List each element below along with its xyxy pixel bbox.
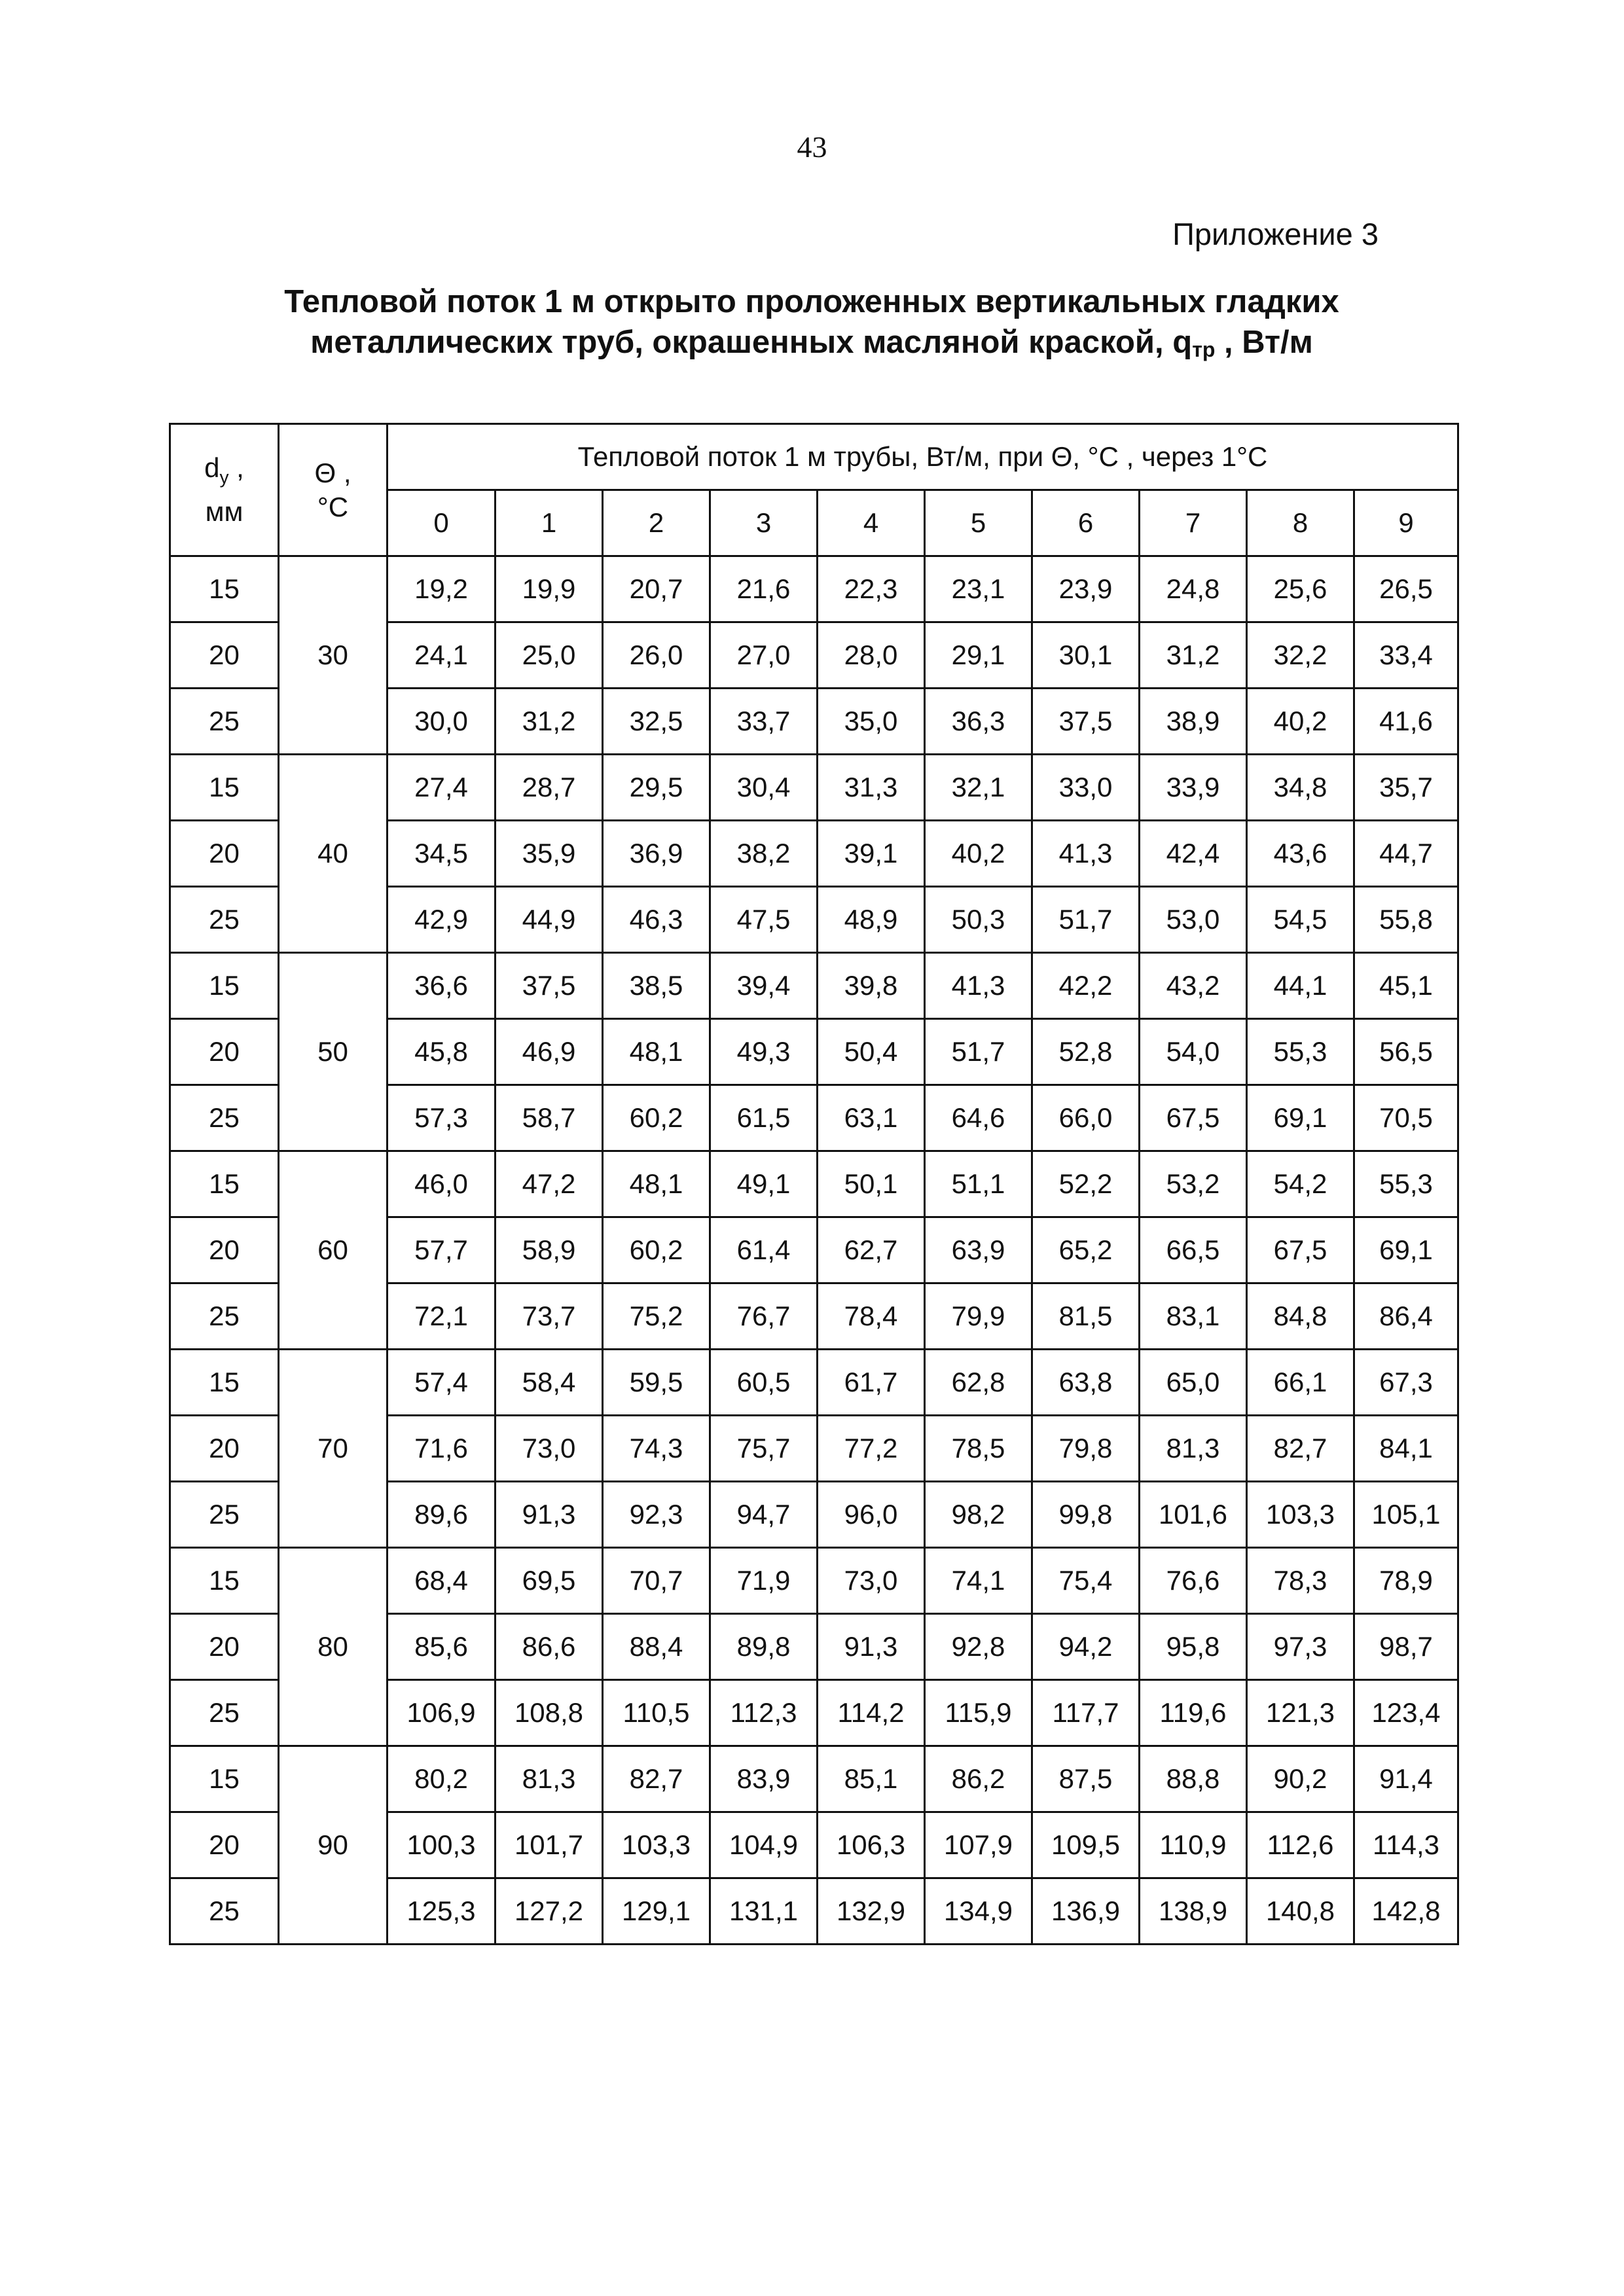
value-cell: 71,9 — [710, 1548, 818, 1614]
value-cell: 34,8 — [1247, 755, 1354, 821]
table-row — [170, 1151, 1458, 1217]
value-cell: 77,2 — [818, 1416, 925, 1482]
value-cell: 36,6 — [388, 953, 496, 1019]
value-cell: 94,2 — [1032, 1614, 1140, 1680]
value-cell: 78,4 — [818, 1283, 925, 1350]
value-cell: 97,3 — [1247, 1614, 1354, 1680]
value-cell: 28,0 — [818, 622, 925, 689]
value-cell: 31,3 — [818, 755, 925, 821]
value-cell: 121,3 — [1247, 1680, 1354, 1746]
value-cell: 61,4 — [710, 1217, 818, 1283]
value-cell: 73,7 — [496, 1283, 603, 1350]
title-subscript: тр — [1192, 338, 1216, 361]
dy-cell: 15 — [170, 1350, 279, 1416]
value-cell: 53,0 — [1140, 887, 1247, 953]
value-cell: 62,8 — [925, 1350, 1032, 1416]
value-cell: 99,8 — [1032, 1482, 1140, 1548]
value-cell: 123,4 — [1354, 1680, 1458, 1746]
value-cell: 110,9 — [1140, 1812, 1247, 1878]
value-cell: 91,4 — [1354, 1746, 1458, 1812]
value-cell: 84,8 — [1247, 1283, 1354, 1350]
value-cell: 23,1 — [925, 556, 1032, 622]
value-cell: 55,3 — [1354, 1151, 1458, 1217]
value-cell: 51,1 — [925, 1151, 1032, 1217]
value-cell: 91,3 — [496, 1482, 603, 1548]
table-row — [170, 1548, 1458, 1614]
value-cell: 39,4 — [710, 953, 818, 1019]
value-cell: 88,4 — [603, 1614, 710, 1680]
value-cell: 63,9 — [925, 1217, 1032, 1283]
value-cell: 19,2 — [388, 556, 496, 622]
value-cell: 101,6 — [1140, 1482, 1247, 1548]
table-row — [170, 755, 1458, 821]
value-cell: 104,9 — [710, 1812, 818, 1878]
value-cell: 65,0 — [1140, 1350, 1247, 1416]
value-cell: 26,0 — [603, 622, 710, 689]
value-cell: 112,6 — [1247, 1812, 1354, 1878]
column-header: 5 — [925, 490, 1032, 556]
value-cell: 78,3 — [1247, 1548, 1354, 1614]
value-cell: 91,3 — [818, 1614, 925, 1680]
value-cell: 21,6 — [710, 556, 818, 622]
value-cell: 86,4 — [1354, 1283, 1458, 1350]
value-cell: 110,5 — [603, 1680, 710, 1746]
value-cell: 69,5 — [496, 1548, 603, 1614]
title-line-1: Тепловой поток 1 м открыто проложенных вертикальных гладких — [284, 284, 1339, 319]
value-cell: 79,9 — [925, 1283, 1032, 1350]
value-cell: 67,5 — [1247, 1217, 1354, 1283]
value-cell: 69,1 — [1247, 1085, 1354, 1151]
theta-unit: °C — [317, 491, 349, 522]
value-cell: 70,5 — [1354, 1085, 1458, 1151]
value-cell: 127,2 — [496, 1878, 603, 1945]
value-cell: 38,2 — [710, 821, 818, 887]
dy-cell: 25 — [170, 1878, 279, 1945]
value-cell: 35,9 — [496, 821, 603, 887]
dy-cell: 15 — [170, 556, 279, 622]
dy-cell: 15 — [170, 1746, 279, 1812]
dy-cell: 25 — [170, 689, 279, 755]
value-cell: 31,2 — [1140, 622, 1247, 689]
dy-cell: 25 — [170, 1680, 279, 1746]
value-cell: 79,8 — [1032, 1416, 1140, 1482]
value-cell: 78,9 — [1354, 1548, 1458, 1614]
value-cell: 23,9 — [1032, 556, 1140, 622]
value-cell: 98,2 — [925, 1482, 1032, 1548]
dy-cell: 20 — [170, 1217, 279, 1283]
value-cell: 50,4 — [818, 1019, 925, 1085]
value-cell: 34,5 — [388, 821, 496, 887]
value-cell: 92,8 — [925, 1614, 1032, 1680]
value-cell: 40,2 — [925, 821, 1032, 887]
value-cell: 129,1 — [603, 1878, 710, 1945]
table-row — [170, 1746, 1458, 1812]
value-cell: 59,5 — [603, 1350, 710, 1416]
column-header: 8 — [1247, 490, 1354, 556]
dy-header — [170, 424, 279, 556]
theta-cell: 60 — [279, 1151, 388, 1350]
value-cell: 46,3 — [603, 887, 710, 953]
value-cell: 103,3 — [603, 1812, 710, 1878]
dy-cell: 25 — [170, 1283, 279, 1350]
appendix-label: Приложение 3 — [1172, 217, 1379, 251]
value-cell: 20,7 — [603, 556, 710, 622]
dy-cell: 25 — [170, 887, 279, 953]
value-cell: 51,7 — [925, 1019, 1032, 1085]
value-cell: 66,0 — [1032, 1085, 1140, 1151]
value-cell: 92,3 — [603, 1482, 710, 1548]
value-cell: 44,9 — [496, 887, 603, 953]
value-cell: 54,0 — [1140, 1019, 1247, 1085]
value-cell: 41,3 — [1032, 821, 1140, 887]
value-cell: 36,3 — [925, 689, 1032, 755]
value-cell: 89,6 — [388, 1482, 496, 1548]
value-cell: 33,4 — [1354, 622, 1458, 689]
dy-cell: 20 — [170, 1416, 279, 1482]
value-cell: 107,9 — [925, 1812, 1032, 1878]
value-cell: 65,2 — [1032, 1217, 1140, 1283]
value-cell: 75,7 — [710, 1416, 818, 1482]
value-cell: 32,2 — [1247, 622, 1354, 689]
value-cell: 24,8 — [1140, 556, 1247, 622]
column-header: 4 — [818, 490, 925, 556]
value-cell: 75,4 — [1032, 1548, 1140, 1614]
value-cell: 94,7 — [710, 1482, 818, 1548]
value-cell: 63,8 — [1032, 1350, 1140, 1416]
theta-cell: 90 — [279, 1746, 388, 1945]
value-cell: 87,5 — [1032, 1746, 1140, 1812]
value-cell: 98,7 — [1354, 1614, 1458, 1680]
value-cell: 90,2 — [1247, 1746, 1354, 1812]
value-cell: 80,2 — [388, 1746, 496, 1812]
value-cell: 43,2 — [1140, 953, 1247, 1019]
value-cell: 30,4 — [710, 755, 818, 821]
value-cell: 81,3 — [496, 1746, 603, 1812]
value-cell: 83,9 — [710, 1746, 818, 1812]
heat-flow-group-header: Тепловой поток 1 м трубы, Вт/м, при Θ, °С , через 1°С — [388, 424, 1458, 490]
value-cell: 33,9 — [1140, 755, 1247, 821]
value-cell: 60,2 — [603, 1085, 710, 1151]
value-cell: 37,5 — [1032, 689, 1140, 755]
value-cell: 78,5 — [925, 1416, 1032, 1482]
value-cell: 57,3 — [388, 1085, 496, 1151]
value-cell: 61,5 — [710, 1085, 818, 1151]
theta-header — [279, 424, 388, 556]
value-cell: 106,3 — [818, 1812, 925, 1878]
value-cell: 140,8 — [1247, 1878, 1354, 1945]
value-cell: 72,1 — [388, 1283, 496, 1350]
value-cell: 58,9 — [496, 1217, 603, 1283]
value-cell: 103,3 — [1247, 1482, 1354, 1548]
value-cell: 24,1 — [388, 622, 496, 689]
value-cell: 57,7 — [388, 1217, 496, 1283]
theta-cell: 30 — [279, 556, 388, 755]
value-cell: 32,1 — [925, 755, 1032, 821]
dy-cell: 25 — [170, 1085, 279, 1151]
value-cell: 35,7 — [1354, 755, 1458, 821]
value-cell: 31,2 — [496, 689, 603, 755]
dy-cell: 15 — [170, 953, 279, 1019]
value-cell: 119,6 — [1140, 1680, 1247, 1746]
value-cell: 75,2 — [603, 1283, 710, 1350]
value-cell: 19,9 — [496, 556, 603, 622]
value-cell: 36,9 — [603, 821, 710, 887]
value-cell: 95,8 — [1140, 1614, 1247, 1680]
value-cell: 81,3 — [1140, 1416, 1247, 1482]
value-cell: 37,5 — [496, 953, 603, 1019]
value-cell: 89,8 — [710, 1614, 818, 1680]
value-cell: 131,1 — [710, 1878, 818, 1945]
dy-label: d — [204, 452, 220, 484]
value-cell: 47,2 — [496, 1151, 603, 1217]
column-header: 1 — [496, 490, 603, 556]
value-cell: 32,5 — [603, 689, 710, 755]
value-cell: 39,8 — [818, 953, 925, 1019]
value-cell: 83,1 — [1140, 1283, 1247, 1350]
value-cell: 25,6 — [1247, 556, 1354, 622]
column-header: 6 — [1032, 490, 1140, 556]
title-line-2-unit: , Вт/м — [1215, 325, 1313, 360]
value-cell: 33,0 — [1032, 755, 1140, 821]
dy-cell: 20 — [170, 622, 279, 689]
value-cell: 136,9 — [1032, 1878, 1140, 1945]
title-line-2 — [249, 322, 1375, 370]
dy-cell: 20 — [170, 1614, 279, 1680]
value-cell: 114,3 — [1354, 1812, 1458, 1878]
theta-label: Θ , — [314, 457, 352, 488]
value-cell: 60,2 — [603, 1217, 710, 1283]
value-cell: 105,1 — [1354, 1482, 1458, 1548]
value-cell: 63,1 — [818, 1085, 925, 1151]
value-cell: 29,5 — [603, 755, 710, 821]
dy-cell: 20 — [170, 1019, 279, 1085]
value-cell: 27,0 — [710, 622, 818, 689]
column-header: 2 — [603, 490, 710, 556]
value-cell: 40,2 — [1247, 689, 1354, 755]
dy-cell: 20 — [170, 821, 279, 887]
value-cell: 38,9 — [1140, 689, 1247, 755]
value-cell: 61,7 — [818, 1350, 925, 1416]
value-cell: 106,9 — [388, 1680, 496, 1746]
value-cell: 112,3 — [710, 1680, 818, 1746]
value-cell: 52,2 — [1032, 1151, 1140, 1217]
value-cell: 76,7 — [710, 1283, 818, 1350]
dy-cell: 15 — [170, 755, 279, 821]
value-cell: 66,1 — [1247, 1350, 1354, 1416]
column-header: 9 — [1354, 490, 1458, 556]
value-cell: 134,9 — [925, 1878, 1032, 1945]
value-cell: 115,9 — [925, 1680, 1032, 1746]
value-cell: 70,7 — [603, 1548, 710, 1614]
title-line-2-main: металлических труб, окрашенных масляной краской, q — [310, 325, 1193, 360]
value-cell: 96,0 — [818, 1482, 925, 1548]
value-cell: 42,9 — [388, 887, 496, 953]
column-header: 7 — [1140, 490, 1247, 556]
value-cell: 67,3 — [1354, 1350, 1458, 1416]
value-cell: 42,2 — [1032, 953, 1140, 1019]
value-cell: 86,6 — [496, 1614, 603, 1680]
value-cell: 125,3 — [388, 1878, 496, 1945]
value-cell: 108,8 — [496, 1680, 603, 1746]
value-cell: 35,0 — [818, 689, 925, 755]
table-row — [170, 556, 1458, 622]
value-cell: 44,7 — [1354, 821, 1458, 887]
value-cell: 47,5 — [710, 887, 818, 953]
value-cell: 109,5 — [1032, 1812, 1140, 1878]
value-cell: 30,1 — [1032, 622, 1140, 689]
value-cell: 73,0 — [818, 1548, 925, 1614]
table-row — [170, 953, 1458, 1019]
value-cell: 132,9 — [818, 1878, 925, 1945]
value-cell: 68,4 — [388, 1548, 496, 1614]
value-cell: 86,2 — [925, 1746, 1032, 1812]
value-cell: 46,0 — [388, 1151, 496, 1217]
value-cell: 74,1 — [925, 1548, 1032, 1614]
value-cell: 58,7 — [496, 1085, 603, 1151]
value-cell: 142,8 — [1354, 1878, 1458, 1945]
column-header: 0 — [388, 490, 496, 556]
value-cell: 28,7 — [496, 755, 603, 821]
value-cell: 45,8 — [388, 1019, 496, 1085]
theta-cell: 40 — [279, 755, 388, 953]
value-cell: 51,7 — [1032, 887, 1140, 953]
theta-cell: 80 — [279, 1548, 388, 1746]
value-cell: 41,6 — [1354, 689, 1458, 755]
value-cell: 54,2 — [1247, 1151, 1354, 1217]
value-cell: 50,3 — [925, 887, 1032, 953]
dy-cell: 25 — [170, 1482, 279, 1548]
value-cell: 73,0 — [496, 1416, 603, 1482]
value-cell: 55,8 — [1354, 887, 1458, 953]
value-cell: 55,3 — [1247, 1019, 1354, 1085]
column-header: 3 — [710, 490, 818, 556]
value-cell: 49,3 — [710, 1019, 818, 1085]
value-cell: 45,1 — [1354, 953, 1458, 1019]
value-cell: 53,2 — [1140, 1151, 1247, 1217]
value-cell: 138,9 — [1140, 1878, 1247, 1945]
value-cell: 48,1 — [603, 1151, 710, 1217]
value-cell: 57,4 — [388, 1350, 496, 1416]
value-cell: 60,5 — [710, 1350, 818, 1416]
page-number: 43 — [797, 130, 827, 164]
value-cell: 85,6 — [388, 1614, 496, 1680]
value-cell: 33,7 — [710, 689, 818, 755]
value-cell: 39,1 — [818, 821, 925, 887]
value-cell: 84,1 — [1354, 1416, 1458, 1482]
value-cell: 25,0 — [496, 622, 603, 689]
value-cell: 66,5 — [1140, 1217, 1247, 1283]
table-row — [170, 1350, 1458, 1416]
value-cell: 44,1 — [1247, 953, 1354, 1019]
value-cell: 49,1 — [710, 1151, 818, 1217]
dy-cell: 15 — [170, 1151, 279, 1217]
dy-cell: 20 — [170, 1812, 279, 1878]
value-cell: 38,5 — [603, 953, 710, 1019]
value-cell: 46,9 — [496, 1019, 603, 1085]
value-cell: 88,8 — [1140, 1746, 1247, 1812]
value-cell: 48,9 — [818, 887, 925, 953]
value-cell: 69,1 — [1354, 1217, 1458, 1283]
table-title — [249, 281, 1375, 370]
value-cell: 82,7 — [1247, 1416, 1354, 1482]
value-cell: 22,3 — [818, 556, 925, 622]
dy-comma: , — [228, 452, 244, 484]
value-cell: 85,1 — [818, 1746, 925, 1812]
value-cell: 43,6 — [1247, 821, 1354, 887]
value-cell: 114,2 — [818, 1680, 925, 1746]
value-cell: 54,5 — [1247, 887, 1354, 953]
value-cell: 48,1 — [603, 1019, 710, 1085]
value-cell: 82,7 — [603, 1746, 710, 1812]
value-cell: 56,5 — [1354, 1019, 1458, 1085]
value-cell: 41,3 — [925, 953, 1032, 1019]
dy-subscript: у — [219, 467, 229, 488]
value-cell: 67,5 — [1140, 1085, 1247, 1151]
value-cell: 76,6 — [1140, 1548, 1247, 1614]
value-cell: 117,7 — [1032, 1680, 1140, 1746]
value-cell: 64,6 — [925, 1085, 1032, 1151]
theta-cell: 70 — [279, 1350, 388, 1548]
value-cell: 27,4 — [388, 755, 496, 821]
value-cell: 81,5 — [1032, 1283, 1140, 1350]
value-cell: 62,7 — [818, 1217, 925, 1283]
value-cell: 50,1 — [818, 1151, 925, 1217]
heat-flow-table — [169, 423, 1459, 1945]
value-cell: 30,0 — [388, 689, 496, 755]
value-cell: 71,6 — [388, 1416, 496, 1482]
value-cell: 26,5 — [1354, 556, 1458, 622]
theta-cell: 50 — [279, 953, 388, 1151]
value-cell: 58,4 — [496, 1350, 603, 1416]
dy-unit: мм — [205, 495, 244, 527]
value-cell: 52,8 — [1032, 1019, 1140, 1085]
dy-cell: 15 — [170, 1548, 279, 1614]
value-cell: 42,4 — [1140, 821, 1247, 887]
value-cell: 101,7 — [496, 1812, 603, 1878]
value-cell: 74,3 — [603, 1416, 710, 1482]
value-cell: 100,3 — [388, 1812, 496, 1878]
value-cell: 29,1 — [925, 622, 1032, 689]
